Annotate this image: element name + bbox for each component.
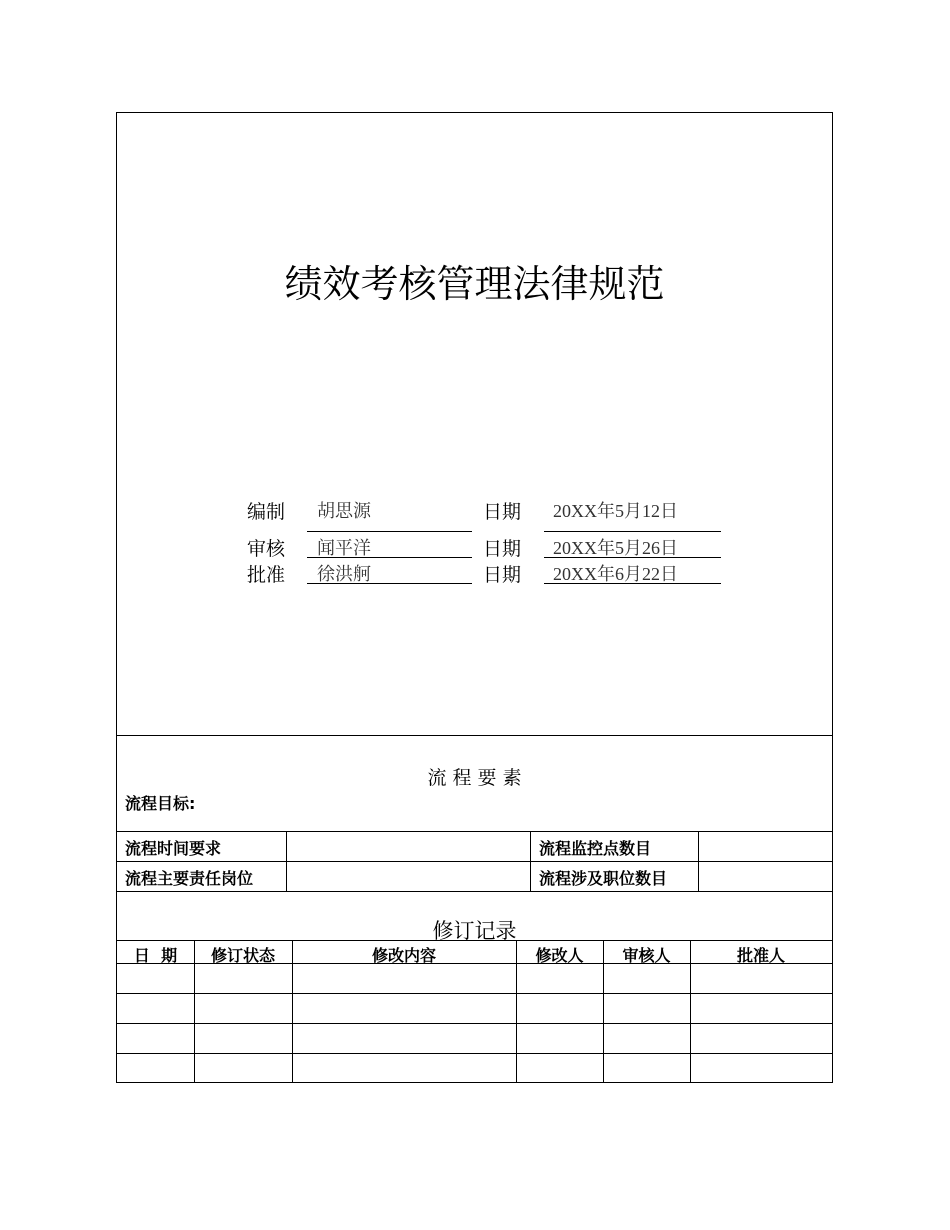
- approved-date: 20XX年6月22日: [553, 564, 678, 584]
- process-row2-top: [117, 861, 832, 862]
- approved-by-label: 批准: [247, 564, 286, 586]
- cover-section: [117, 113, 832, 735]
- process-col-divider-3: [698, 831, 699, 891]
- reviewed-date-label: 日期: [483, 538, 522, 560]
- prepared-date-underline: [544, 531, 721, 532]
- process-elements-title: 流 程 要 素: [427, 767, 522, 789]
- document-frame: [116, 112, 833, 1083]
- reviewed-date: 20XX年5月26日: [553, 538, 678, 558]
- document-title: 绩效考核管理法律规范: [284, 262, 665, 306]
- revision-header-modifier: 修改人: [535, 946, 584, 965]
- revision-header-status: 修订状态: [210, 946, 275, 965]
- cover-divider: [117, 735, 832, 736]
- process-involved-roles-label: 流程涉及职位数目: [539, 869, 668, 888]
- revision-header-date: 日 期: [133, 946, 178, 965]
- revision-row2-top: [117, 993, 832, 994]
- process-col-divider-1: [286, 831, 287, 891]
- reviewed-date-underline: [544, 557, 721, 558]
- reviewed-by-underline: [307, 557, 472, 558]
- revision-row3-top: [117, 1023, 832, 1024]
- process-row1-top: [117, 831, 832, 832]
- process-main-roles-label: 流程主要责任岗位: [125, 869, 254, 888]
- approved-by-underline: [307, 583, 472, 584]
- prepared-by-underline: [307, 531, 472, 532]
- revision-header-approver: 批准人: [736, 946, 785, 965]
- revision-header-reviewer: 审核人: [622, 946, 671, 965]
- approved-date-underline: [544, 583, 721, 584]
- revision-row4-top: [117, 1053, 832, 1054]
- process-goal-label: 流程目标:: [125, 794, 196, 813]
- revision-record-title: 修订记录: [432, 919, 517, 943]
- approved-date-label: 日期: [483, 564, 522, 586]
- revision-header-content: 修改内容: [371, 946, 436, 965]
- revision-section-top: [117, 891, 832, 892]
- prepared-by-name: 胡思源: [317, 501, 371, 521]
- approved-by-name: 徐洪舸: [317, 564, 371, 584]
- process-col-divider-2: [530, 831, 531, 891]
- process-time-requirement-label: 流程时间要求: [125, 839, 222, 858]
- process-monitor-points-label: 流程监控点数目: [539, 839, 652, 858]
- prepared-by-label: 编制: [247, 501, 286, 523]
- prepared-date: 20XX年5月12日: [553, 501, 678, 521]
- reviewed-by-label: 审核: [247, 538, 286, 560]
- reviewed-by-name: 闻平洋: [317, 538, 371, 558]
- prepared-date-label: 日期: [483, 501, 522, 523]
